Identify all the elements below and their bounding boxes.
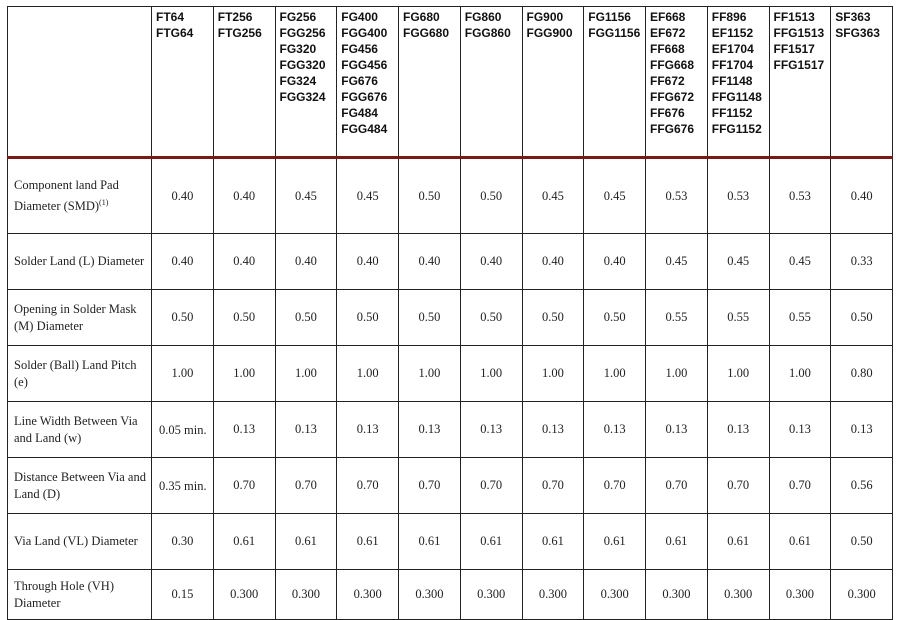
value-cell: 0.40 [152,158,214,234]
package-code: FGG860 [464,26,511,40]
package-code: FFG1152 [711,122,762,136]
package-code: FG1156 [588,10,631,24]
value-cell: 0.40 [213,158,275,234]
value-cell: 0.70 [769,458,831,514]
value-cell: 0.70 [707,458,769,514]
package-code: FG860 [464,10,502,24]
value-cell: 0.61 [646,514,708,570]
value-cell: 1.00 [460,346,522,402]
table-row [8,158,893,234]
table-row [8,570,893,620]
value-cell: 0.13 [584,402,646,458]
value-cell: 0.30 [152,514,214,570]
value-cell: 1.00 [769,346,831,402]
package-code: FG400 [341,10,378,24]
table-row [8,346,893,402]
package-code: FTG256 [217,26,262,40]
table-row [8,290,893,346]
value-cell: 0.70 [584,458,646,514]
package-code: FGG320 [279,58,326,72]
package-column-header [522,7,584,158]
package-code: FTG64 [156,26,194,40]
value-cell: 0.61 [399,514,461,570]
value-cell: 0.53 [646,158,708,234]
value-cell: 0.70 [460,458,522,514]
value-cell: 0.50 [584,290,646,346]
package-code: FF672 [650,74,685,88]
package-code: EF1704 [711,42,754,56]
value-cell: 0.05 min. [152,402,214,458]
parameter-label: Via Land (VL) Diameter [14,534,138,548]
package-code: EF1152 [711,26,754,40]
value-cell: 0.40 [522,234,584,290]
footnote-marker: (1) [99,197,109,207]
value-cell: 1.00 [646,346,708,402]
value-cell: 1.00 [707,346,769,402]
package-column-header [399,7,461,158]
package-code: FGG676 [341,90,388,104]
value-cell: 0.40 [152,234,214,290]
package-code: FFG1513 [773,26,825,40]
value-cell: 0.45 [769,234,831,290]
package-column-header [707,7,769,158]
package-code: FGG680 [403,26,450,40]
package-column-header [831,7,893,158]
parameter-name-cell [8,158,152,234]
value-cell: 0.40 [275,234,337,290]
package-code: FF1148 [711,74,753,88]
value-cell: 0.40 [831,158,893,234]
package-column-header [275,7,337,158]
parameter-label: Opening in Solder Mask (M) Diameter [14,301,137,333]
value-cell: 1.00 [399,346,461,402]
value-cell: 0.13 [337,402,399,458]
value-cell: 1.00 [213,346,275,402]
value-cell: 0.50 [831,514,893,570]
spec-table-container [7,6,893,620]
package-code: FF676 [650,106,685,120]
value-cell: 0.45 [646,234,708,290]
package-code: FF1517 [773,42,815,56]
package-code: FGG456 [341,58,388,72]
value-cell: 0.61 [522,514,584,570]
parameter-label: Through Hole (VH) Diameter [14,578,114,610]
table-row [8,514,893,570]
package-code: FGG484 [341,122,388,136]
value-cell: 0.80 [831,346,893,402]
package-code: FFG1148 [711,90,762,104]
value-cell: 1.00 [152,346,214,402]
value-cell: 0.300 [275,570,337,620]
value-cell: 0.61 [584,514,646,570]
value-cell: 0.45 [707,234,769,290]
value-cell: 1.00 [275,346,337,402]
package-column-header [213,7,275,158]
package-code: FGG400 [341,26,388,40]
value-cell: 0.33 [831,234,893,290]
parameter-label: Component land Pad Diameter (SMD) [14,177,119,214]
value-cell: 0.70 [522,458,584,514]
value-cell: 0.40 [399,234,461,290]
value-cell: 0.55 [769,290,831,346]
package-code: EF668 [650,10,686,24]
value-cell: 0.35 min. [152,458,214,514]
package-code: EF672 [650,26,686,40]
value-cell: 0.50 [275,290,337,346]
value-cell: 0.50 [152,290,214,346]
package-code: FF1513 [773,10,815,24]
package-code: FG484 [341,106,378,120]
value-cell: 0.300 [460,570,522,620]
value-cell: 0.13 [399,402,461,458]
parameter-name-cell [8,514,152,570]
value-cell: 0.45 [275,158,337,234]
value-cell: 0.300 [831,570,893,620]
value-cell: 0.300 [707,570,769,620]
value-cell: 0.70 [213,458,275,514]
parameter-name-cell [8,290,152,346]
package-code: FFG668 [650,58,695,72]
package-code: FGG256 [279,26,326,40]
package-column-header [337,7,399,158]
value-cell: 0.13 [522,402,584,458]
value-cell: 0.13 [460,402,522,458]
value-cell: 0.70 [275,458,337,514]
parameter-name-cell [8,458,152,514]
value-cell: 0.40 [337,234,399,290]
value-cell: 0.45 [584,158,646,234]
package-code: SF363 [835,10,871,24]
value-cell: 0.61 [213,514,275,570]
value-cell: 0.300 [213,570,275,620]
value-cell: 1.00 [584,346,646,402]
package-code: FF668 [650,42,685,56]
value-cell: 0.70 [337,458,399,514]
value-cell: 0.40 [213,234,275,290]
parameter-name-cell [8,234,152,290]
package-code: FT64 [156,10,185,24]
value-cell: 0.55 [707,290,769,346]
table-row [8,458,893,514]
value-cell: 0.50 [460,290,522,346]
parameter-name-cell [8,570,152,620]
value-cell: 0.15 [152,570,214,620]
package-code: FFG676 [650,122,695,136]
parameter-label: Solder (Ball) Land Pitch (e) [14,357,137,389]
value-cell: 0.45 [337,158,399,234]
value-cell: 0.40 [584,234,646,290]
parameter-label: Line Width Between Via and Land (w) [14,413,138,445]
value-cell: 0.300 [769,570,831,620]
package-code: FG324 [279,74,317,88]
value-cell: 0.13 [831,402,893,458]
value-cell: 0.61 [707,514,769,570]
package-code: FF896 [711,10,747,24]
package-code: FGG900 [526,26,573,40]
value-cell: 0.13 [646,402,708,458]
value-cell: 0.50 [337,290,399,346]
value-cell: 0.50 [213,290,275,346]
value-cell: 0.13 [769,402,831,458]
package-code: FF1704 [711,58,754,72]
value-cell: 0.55 [646,290,708,346]
value-cell: 0.300 [337,570,399,620]
package-code: FG320 [279,42,317,56]
package-column-header [152,7,214,158]
value-cell: 0.50 [460,158,522,234]
value-cell: 1.00 [522,346,584,402]
package-code: FG676 [341,74,378,88]
value-cell: 0.13 [707,402,769,458]
package-code: FGG1156 [588,26,641,40]
value-cell: 1.00 [337,346,399,402]
table-row [8,234,893,290]
value-cell: 0.300 [584,570,646,620]
value-cell: 0.50 [831,290,893,346]
package-code: FFG672 [650,90,695,104]
value-cell: 0.50 [522,290,584,346]
value-cell: 0.70 [399,458,461,514]
package-land-dimensions-table [7,6,893,620]
package-column-header [769,7,831,158]
value-cell: 0.13 [275,402,337,458]
value-cell: 0.56 [831,458,893,514]
package-code: FG256 [279,10,317,24]
table-body [8,158,893,620]
value-cell: 0.61 [275,514,337,570]
package-code: FG680 [403,10,440,24]
parameter-name-cell [8,402,152,458]
package-code: FG900 [526,10,564,24]
value-cell: 0.61 [460,514,522,570]
value-cell: 0.61 [337,514,399,570]
package-code: FF1152 [711,106,753,120]
table-row [8,402,893,458]
value-cell: 0.13 [213,402,275,458]
package-code: SFG363 [835,26,880,40]
table-header-row [8,7,893,158]
value-cell: 0.45 [522,158,584,234]
package-code: FGG324 [279,90,326,104]
parameter-label: Solder Land (L) Diameter [14,254,145,268]
value-cell: 0.53 [769,158,831,234]
value-cell: 0.300 [522,570,584,620]
package-column-header [584,7,646,158]
value-cell: 0.300 [646,570,708,620]
parameter-name-cell [8,346,152,402]
value-cell: 0.53 [707,158,769,234]
package-code: FG456 [341,42,378,56]
value-cell: 0.40 [460,234,522,290]
header-corner-cell [8,7,152,158]
value-cell: 0.50 [399,290,461,346]
package-code: FFG1517 [773,58,825,72]
parameter-label: Distance Between Via and Land (D) [14,469,146,501]
package-column-header [646,7,708,158]
value-cell: 0.50 [399,158,461,234]
value-cell: 0.61 [769,514,831,570]
value-cell: 0.300 [399,570,461,620]
value-cell: 0.70 [646,458,708,514]
package-code: FT256 [217,10,253,24]
package-column-header [460,7,522,158]
